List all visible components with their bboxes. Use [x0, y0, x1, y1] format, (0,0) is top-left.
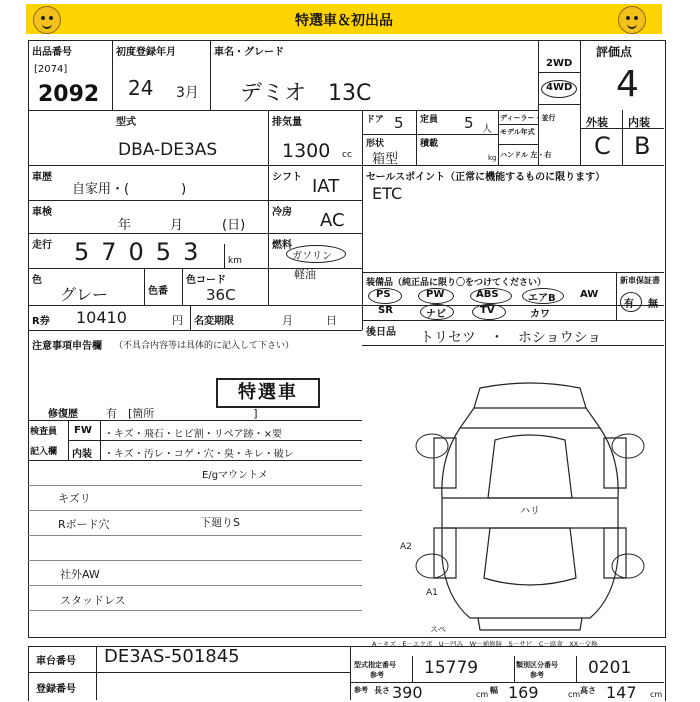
type-label: 型式 [116, 117, 136, 128]
diagram-mark-a1: A1 [426, 588, 438, 598]
repair-history-label: 修復歴 [48, 409, 78, 420]
displacement-value: 1300 [282, 140, 331, 162]
inspection-value: 年 月 (日) [118, 218, 246, 233]
notes-label: 注意事項申告欄 [32, 341, 102, 352]
equip-airbag: エアB [528, 293, 556, 304]
first-registration-label: 初度登録年月 [116, 47, 176, 58]
width-unit: cm [568, 690, 581, 699]
model-value: デミオ 13C [240, 81, 372, 106]
tax-value: 10410 [76, 308, 127, 327]
color-number-label: 色番 [148, 286, 168, 297]
remark-scratch: キズリ [58, 492, 91, 505]
equip-aw: AW [580, 289, 599, 300]
equip-tv: TV [480, 305, 495, 316]
shape-label: 形状 [366, 139, 385, 149]
drive-4wd: 4WD [546, 82, 573, 93]
lot-sub-number: [2074] [34, 64, 68, 75]
remark-rear-board: Rボード穴 [58, 518, 110, 531]
guarantee-label: 新車保証書 [620, 276, 660, 285]
width-label: 幅 [490, 686, 498, 695]
interior-check-options: ・キズ・汚レ・コゲ・穴・臭・キレ・破レ [104, 449, 294, 460]
length-label: 長さ [374, 686, 390, 695]
class-number: 0201 [588, 658, 632, 678]
guarantee-have: 有 [624, 299, 634, 310]
first-registration-year: 24 [128, 76, 154, 100]
inspector-note-label: 記入欄 [30, 447, 58, 457]
chassis-number: DE3AS-501845 [104, 646, 240, 667]
lot-label: 出品番号 [32, 47, 72, 58]
bear-mascot-icon [618, 6, 646, 34]
shift-label: シフト [272, 172, 302, 183]
equip-abs: ABS [476, 289, 499, 300]
ref-label: 参考 [354, 686, 368, 694]
door-value: 5 [394, 114, 404, 132]
sales-point-label: セールスポイント（正常に機能するものに限ります） [366, 172, 606, 183]
remark-underbody: 下廻りS [200, 516, 240, 529]
tax-label: R券 [32, 316, 50, 327]
cert-number-label: 型式指定番号 [354, 661, 396, 669]
height-value: 147 [606, 683, 637, 702]
tax-unit: 円 [172, 314, 183, 327]
registration-label: 登録番号 [36, 684, 76, 695]
color-label: 色 [32, 275, 42, 286]
handle-label: ハンドル 左・右 [500, 151, 552, 159]
first-registration-month: 3月 [176, 85, 199, 101]
equip-navi: ナビ [426, 309, 446, 320]
equip-leather: カワ [530, 309, 550, 320]
mileage-value: 57053 [74, 238, 211, 266]
grade-label: 評価点 [596, 45, 633, 59]
class-ref-label: 参考 [530, 671, 544, 679]
fuel-gasoline: ガソリン [292, 251, 332, 262]
remark-engine-mount: E/gマウントメ [202, 470, 268, 481]
special-car-stamp: 特選車 [216, 378, 320, 408]
diagram-mark-spare: スペ [430, 625, 446, 634]
cert-number: 15779 [424, 658, 479, 678]
equip-pw: PW [426, 289, 445, 300]
exterior-label: 外装 [586, 116, 608, 129]
dealer-label: ディーラー・並行 [500, 114, 556, 122]
bear-mascot-icon [33, 6, 61, 34]
chassis-label: 車台番号 [36, 656, 76, 667]
class-number-label: 類別区分番号 [516, 661, 558, 669]
equip-sr: SR [378, 305, 393, 316]
type-value: DBA-DE3AS [118, 140, 218, 160]
length-value: 390 [392, 683, 423, 702]
name-change-label: 名変期限 [194, 316, 234, 327]
model-year-label: モデル年式 [500, 128, 535, 136]
remark-studless: スタッドレス [60, 594, 126, 607]
fw-options: ・キズ・飛石・ヒビ割・リペア跡・×要 [104, 429, 282, 440]
capacity-value: 5 [464, 114, 474, 132]
history-value: 自家用・( ) [72, 182, 187, 197]
header-banner [26, 4, 662, 34]
capacity-label: 定員 [420, 115, 439, 125]
cert-ref-label: 参考 [370, 671, 384, 679]
remark-aftermarket-wheel: 社外AW [60, 568, 100, 581]
equipment-label: 装備品（純正品に限り〇をつけてください） [366, 278, 547, 288]
drive-2wd: 2WD [546, 58, 573, 69]
equip-ps: PS [376, 289, 391, 300]
back-items-value: トリセツ ・ ホショウショ [420, 330, 602, 346]
height-label: 高さ [580, 686, 596, 695]
notes-sub: （不具合内容等は具体的に記入して下さい） [114, 341, 295, 351]
ac-value: AC [320, 210, 345, 231]
mileage-label: 走行 [32, 240, 52, 251]
capacity-unit: 人 [482, 124, 492, 135]
shift-value: IAT [312, 176, 340, 197]
color-code-value: 36C [206, 286, 236, 304]
history-label: 車歴 [32, 172, 52, 183]
name-change-value: 月 日 [282, 314, 337, 327]
color-code-label: 色コード [186, 275, 226, 286]
fuel-label: 燃料 [272, 240, 292, 251]
grade-value: 4 [616, 64, 639, 105]
repair-history-value: 有 [箇所 ] [106, 407, 258, 420]
ac-label: 冷房 [272, 207, 292, 218]
color-value: グレー [60, 285, 109, 304]
inspection-label: 車検 [32, 207, 52, 218]
model-label: 車名・グレード [214, 47, 284, 58]
back-items-label: 後日品 [366, 327, 396, 338]
guarantee-none: 無 [648, 299, 658, 310]
load-label: 積載 [420, 139, 439, 149]
sales-point-value: ETC [372, 184, 403, 203]
lot-number: 2092 [38, 82, 100, 107]
interior-label: 内装 [628, 116, 650, 129]
mileage-unit: km [228, 256, 242, 266]
fw-label: FW [74, 425, 92, 436]
load-unit: kg [488, 154, 497, 162]
displacement-label: 排気量 [272, 117, 302, 128]
shape-value: 箱型 [372, 152, 399, 167]
width-value: 169 [508, 683, 539, 702]
displacement-unit: cc [342, 150, 352, 160]
interior-grade: B [634, 132, 651, 160]
fuel-diesel: 軽油 [294, 268, 316, 281]
banner-title: 特選車＆初出品 [295, 13, 393, 29]
diagram-mark-hari: ハリ [520, 506, 540, 517]
interior-check-label: 内装 [72, 449, 92, 460]
door-label: ドア [366, 115, 384, 125]
damage-legend: A－キズ E－エクボ U－凹み W－補修跡 S－サビ C－腐食 XX－交換 [372, 640, 598, 648]
height-unit: cm [650, 690, 663, 699]
diagram-mark-a2: A2 [400, 542, 412, 552]
length-unit: cm [476, 690, 489, 699]
exterior-grade: C [594, 132, 611, 160]
inspector-label: 検査員 [30, 427, 58, 437]
